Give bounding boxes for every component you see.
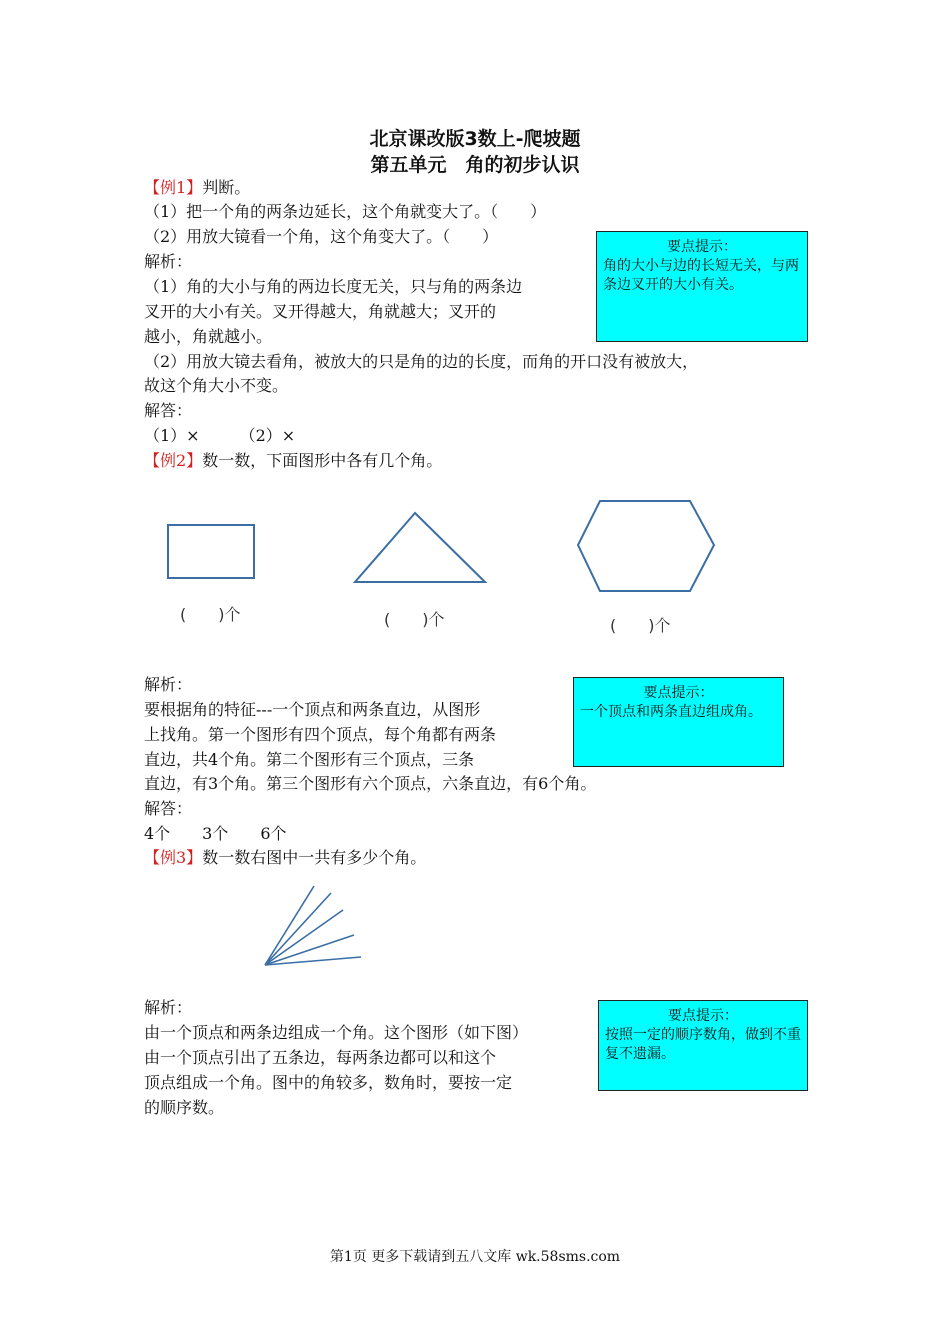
ex3-tip-text: 按照一定的顺序数角，做到不重复不遗漏。: [605, 1027, 801, 1062]
ex1-tag: 【例1】: [144, 178, 203, 197]
ex2-tip-title: 要点提示：: [643, 685, 714, 701]
ex2-blank-2: ( )个: [384, 610, 445, 629]
rectangle-shape: [168, 525, 254, 578]
page-footer: 第1页 更多下载请到五八文库 wk.58sms.com: [329, 1249, 621, 1265]
ex2-analysis-label: 解析：: [144, 675, 193, 694]
ex2-blank-1: ( )个: [180, 605, 241, 624]
ex1-analysis-label: 解析：: [144, 252, 193, 271]
ex3-analysis-label: 解析：: [144, 998, 193, 1017]
ex1-answer: （1）× （2）×: [144, 426, 296, 445]
ex2-shapes: [140, 485, 900, 645]
hexagon-shape: [578, 501, 714, 591]
ex1-a2-line1: （2）用放大镜去看角，被放大的只是角的边的长度，而角的开口没有被放大，: [144, 352, 699, 371]
ex3-q: 数一数右图中一共有多少个角。: [202, 848, 427, 867]
ex1-q1: （1）把一个角的两条边延长，这个角就变大了。（ ）: [144, 202, 547, 221]
ex2-tag: 【例2】: [144, 451, 203, 470]
ex2-tip-text: 一个顶点和两条直边组成角。: [580, 704, 762, 720]
ex2-q: 数一数，下面图形中各有几个角。: [202, 451, 443, 470]
ex2-tip-box: [573, 677, 784, 767]
ex3-line3: 顶点组成一个角。图中的角较多，数角时，要按一定: [144, 1073, 513, 1092]
ex3-line1: 由一个顶点和两条边组成一个角。这个图形（如下图）: [144, 1023, 529, 1042]
ex2-answer: 4个 3个 6个: [144, 824, 287, 843]
ex1-a2-line2: 故这个角大小不变。: [144, 376, 289, 395]
ex3-line4: 的顺序数。: [144, 1098, 225, 1117]
ex1-q2: （2）用放大镜看一个角，这个角变大了。（ ）: [144, 227, 499, 246]
ray-3: [265, 910, 343, 965]
ex3-tip-title: 要点提示：: [668, 1008, 738, 1024]
ex2-question: [144, 449, 442, 473]
ex3-question: [144, 846, 426, 870]
ex1-a1-line1: （1）角的大小与角的两边长度无关，只与角的两条边: [144, 277, 523, 296]
ex2-line2: 上找角。第一个图形有四个顶点，每个角都有两条: [144, 725, 497, 744]
triangle-shape: [355, 513, 485, 582]
ex1-a1-line2: 叉开的大小有关。叉开得越大，角就越大；叉开的: [144, 302, 497, 321]
ex2-line4: 直边，有3个角。第三个图形有六个顶点，六条直边，有6个角。: [144, 774, 597, 793]
ex1-a1-line3: 越小，角就越小。: [144, 327, 273, 346]
ex1-q: 判断。: [202, 178, 251, 197]
ex1-answer-label: 解答：: [144, 401, 193, 420]
ex1-tip-text: 角的大小与边的长短无关，与两条边叉开的大小有关。: [603, 258, 799, 293]
ex1-question: [144, 176, 250, 200]
ex3-tip-box: [598, 1000, 808, 1091]
ex3-line2: 由一个顶点引出了五条边，每两条边都可以和这个: [144, 1048, 497, 1067]
doc-title: 北京课改版3数上-爬坡题: [369, 128, 581, 150]
ex2-line3: 直边，共4个角。第二个图形有三个顶点，三条: [144, 750, 475, 769]
ex2-blank-3: ( )个: [610, 616, 671, 635]
ray-1: [265, 886, 314, 965]
ex1-tip-title: 要点提示：: [667, 239, 737, 255]
ray-5: [265, 957, 361, 965]
ex2-answer-label: 解答：: [144, 799, 193, 818]
ex3-tag: 【例3】: [144, 848, 203, 867]
ex3-rays-figure: [250, 878, 390, 978]
doc-subtitle: 第五单元 角的初步认识: [370, 154, 580, 176]
ex2-line1: 要根据角的特征---一个顶点和两条直边，从图形: [144, 700, 481, 719]
ex1-tip-box: [596, 231, 808, 342]
